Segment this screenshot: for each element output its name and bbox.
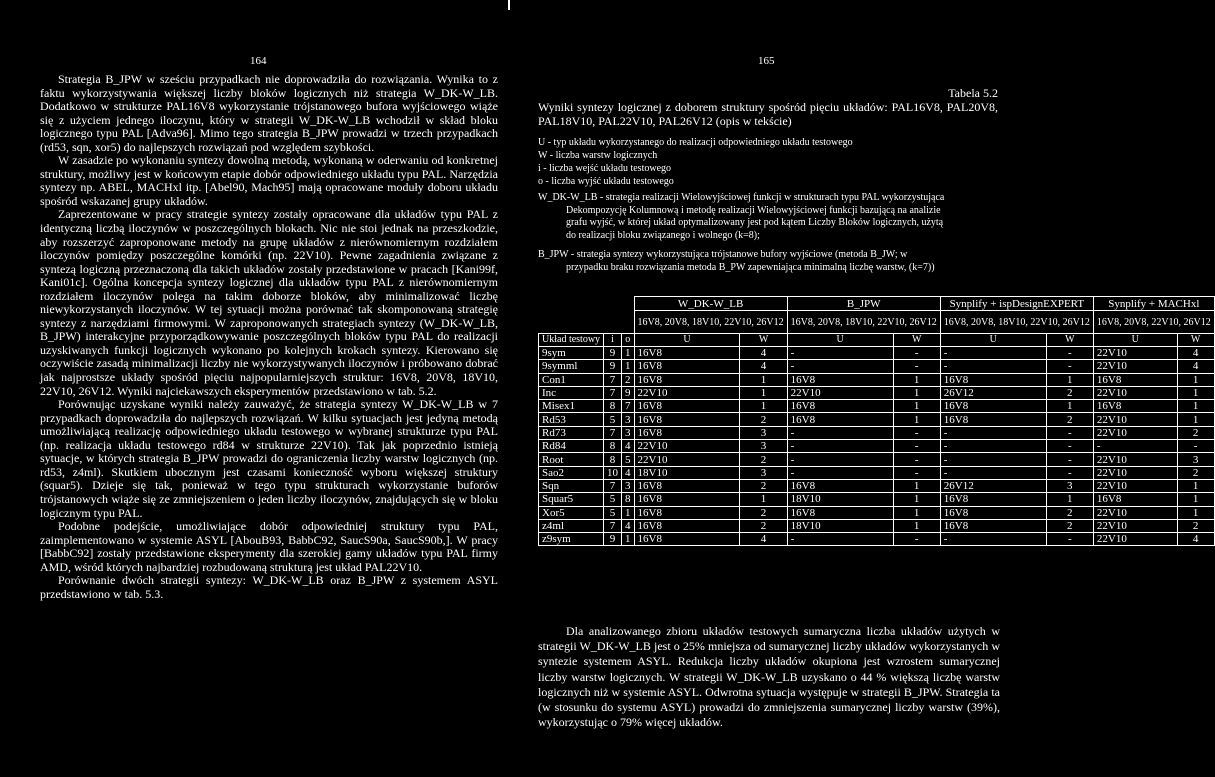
table-caption: Wyniki syntezy logicznej z doborem struktury spośród pięciu układów: PAL16V8, PAL20V8, PAL18V10, PAL22V10, PAL26V12 (opis w tekście) <box>538 100 998 128</box>
table-cell: 1 <box>622 533 635 546</box>
group-header: W_DK-W_LB <box>634 297 787 311</box>
table-cell: 2 <box>1046 519 1093 532</box>
bottom-text <box>538 624 1000 730</box>
table-cell: 22V10 <box>1093 453 1177 466</box>
table-cell: - <box>940 426 1046 439</box>
table-cell: 8 <box>604 453 622 466</box>
table-cell: - <box>893 360 940 373</box>
test-circuit-name: Sao2 <box>539 466 604 479</box>
table-cell: 16V8 <box>1093 400 1177 413</box>
table-cell: - <box>893 347 940 360</box>
table-row <box>539 519 1215 532</box>
table-cell: - <box>940 466 1046 479</box>
table-cell: 2 <box>1177 426 1214 439</box>
table-cell: - <box>1046 360 1093 373</box>
column-header: W <box>1046 334 1093 347</box>
table-cell: - <box>787 453 893 466</box>
page-divider-mark <box>508 0 510 10</box>
table-cell: 3 <box>622 426 635 439</box>
test-circuit-name: Root <box>539 453 604 466</box>
table-cell: 22V10 <box>634 386 740 399</box>
column-header: W <box>1177 334 1214 347</box>
table-cell: 1 <box>622 347 635 360</box>
table-cell: 2 <box>740 479 787 492</box>
table-cell: 1 <box>893 413 940 426</box>
table-cell: 1 <box>1177 479 1214 492</box>
table-cell: 3 <box>740 440 787 453</box>
table-cell: 16V8 <box>634 400 740 413</box>
table-cell: 1 <box>740 373 787 386</box>
group-header: B_JPW <box>787 297 940 311</box>
note-line: W_DK-W_LB - strategia realizacji Wielowyjściowej funkcji w strukturach typu PAL wykorzystująca <box>538 192 945 203</box>
test-circuit-name: Misex1 <box>539 400 604 413</box>
table-number: Tabela 5.2 <box>948 86 998 100</box>
table-cell: 1 <box>1177 386 1214 399</box>
right-page-header <box>538 86 998 274</box>
table-cell: 16V8 <box>1093 373 1177 386</box>
table-cell: 2 <box>622 373 635 386</box>
table-cell: 4 <box>1177 360 1214 373</box>
paragraph: Strategia B_JPW w sześciu przypadkach nie doprowadziła do rozwiązania. Wynika to z faktu wykorzystywania większej liczby bloków logicznych niż strategia W_DK-W_LB. Dodatkowo w strukturze PAL16V8 wykorzystanie trójstanowego bufora wyjściowego wiąże się z użyciem jednego iloczynu, który w strategii W_DK-W_LB wchodził w skład bloku logicznego typu PAL [Adva96]. Mimo tego strategia B_JPW prowadzi w trzech przypadkach (rd53, sqn, xor5) do najlepszych rozwiązań pod względem szybkości. <box>40 72 498 154</box>
test-circuit-name: Xor5 <box>539 506 604 519</box>
column-header-row <box>539 334 1215 347</box>
test-circuit-name: 9sym <box>539 347 604 360</box>
table-cell: 16V8 <box>634 479 740 492</box>
column-header: Układ testowy <box>539 334 604 347</box>
table-cell: 22V10 <box>1093 347 1177 360</box>
test-circuit-name: Squar5 <box>539 493 604 506</box>
table-cell: 8 <box>622 493 635 506</box>
left-page-text <box>40 73 498 601</box>
table-cell: - <box>1046 533 1093 546</box>
table-row <box>539 386 1215 399</box>
table-cell: 16V8 <box>787 506 893 519</box>
table-cell: - <box>940 453 1046 466</box>
test-circuit-name: Rd53 <box>539 413 604 426</box>
paragraph: Zaprezentowane w pracy strategie syntezy zostały opracowane dla układów typu PAL z identyczną liczbą iloczynów w poszczególnych blokach. Nic nie stoi jednak na przeszkodzie, aby rozszerzyć zaproponowane metody na grupę układów z nierównomiernym rozdziałem iloczynów pomiędzy poszczególne komórki (np. 22V10). Pewne zagadnienia związane z syntezą logiczną przeznaczoną dla takich układów zostały przedstawione w pracach [Kani99f, Kani01c]. Ogólna koncepcja syntezy logicznej dla układów typu PAL z nierównomiernym rozdziałem iloczynów polega na takim doborze bloków, aby minimalizować liczbę niewykorzystanych iloczynów. W tej sytuacji można porównać tak skomponowaną strategię syntezy z narzędziami firmowymi. W zaproponowanych strategiach syntezy (W_DK-W_LB, B_JPW) interakcyjne przyporządkowywanie poszczególnych bloków typu PAL do realizacji uzyskiwanych funkcji logicznych wykonano po kolejnych krokach syntezy. Kierowano się oczywiście zasadą minimalizacji liczby nie wykorzystywanych iloczynów i próbowano dobrać jak najprostsze układy spośród pięciu najpopularniejszych struktur: 16V8, 20V8, 18V10, 22V10, 26V12. Wyniki najciekawszych eksperymentów przedstawiono w tab. 5.2. <box>40 207 498 398</box>
table-row <box>539 360 1215 373</box>
table-cell: 1 <box>893 519 940 532</box>
table-cell: - <box>1046 426 1093 439</box>
page-number-left: 164 <box>250 55 267 67</box>
table-cell: 1 <box>893 400 940 413</box>
table-cell: - <box>1093 440 1177 453</box>
table-cell: 1 <box>893 506 940 519</box>
table-cell: 1 <box>1046 373 1093 386</box>
table-cell: 1 <box>1177 493 1214 506</box>
legend-line: i - liczba wejść układu testowego <box>538 163 672 174</box>
table-cell: - <box>787 360 893 373</box>
table-cell: - <box>893 440 940 453</box>
table-legend <box>538 136 998 188</box>
group-structures: 16V8, 20V8, 18V10, 22V10, 26V12 <box>940 311 1093 334</box>
table-cell: 2 <box>1046 386 1093 399</box>
table-cell: 16V8 <box>787 373 893 386</box>
table-cell: - <box>1046 347 1093 360</box>
page-number-right: 165 <box>758 55 775 67</box>
table-row <box>539 506 1215 519</box>
table-cell: 9 <box>604 533 622 546</box>
table-cell: - <box>1046 440 1093 453</box>
table-cell: - <box>1177 440 1214 453</box>
column-header: i <box>604 334 622 347</box>
test-circuit-name: 9symml <box>539 360 604 373</box>
note-line: przypadku braku rozwiązania metoda B_PW zapewniająca minimalną liczbę warstw, (k=7)) <box>566 261 935 273</box>
table-cell: 2 <box>1177 519 1214 532</box>
table-cell: 16V8 <box>940 400 1046 413</box>
table-cell: 22V10 <box>1093 466 1177 479</box>
group-header: Synplify + ispDesignEXPERT <box>940 297 1093 311</box>
table-cell: - <box>893 466 940 479</box>
legend-line: W - liczba warstw logicznych <box>538 150 658 161</box>
test-circuit-name: Rd73 <box>539 426 604 439</box>
table-cell: - <box>940 440 1046 453</box>
table-cell: 22V10 <box>1093 506 1177 519</box>
paragraph: W zasadzie po wykonaniu syntezy dowolną metodą, wykonaną w oderwaniu od konkretnej struktury, możliwy jest w końcowym etapie dobór odpowiedniego układu typu PAL. Narzędzia syntezy np. ABEL, MACHxl itp. [Abel90, Mach95] mają opracowane moduły doboru układu spośród wskazanej grupy układów. <box>40 153 498 208</box>
table-body <box>539 347 1215 546</box>
table-cell: 26V12 <box>940 386 1046 399</box>
table-cell: 16V8 <box>634 413 740 426</box>
table-row <box>539 453 1215 466</box>
table-cell: 1 <box>1177 506 1214 519</box>
table-cell: 16V8 <box>634 506 740 519</box>
table-cell: 1 <box>1177 373 1214 386</box>
table-cell: 5 <box>622 453 635 466</box>
table-cell: 9 <box>622 386 635 399</box>
table-cell: 16V8 <box>940 413 1046 426</box>
table-cell: 16V8 <box>634 347 740 360</box>
table-cell: 3 <box>740 466 787 479</box>
table-cell: 26V12 <box>940 479 1046 492</box>
table-cell: 1 <box>893 386 940 399</box>
table-cell: - <box>787 426 893 439</box>
table-row <box>539 533 1215 546</box>
table-cell: 16V8 <box>940 373 1046 386</box>
table-cell: 3 <box>740 426 787 439</box>
table-cell: 22V10 <box>1093 479 1177 492</box>
table-row <box>539 426 1215 439</box>
table-cell: 4 <box>740 533 787 546</box>
strategy-notes <box>538 192 998 274</box>
table-cell: 22V10 <box>1093 533 1177 546</box>
table-cell: - <box>893 453 940 466</box>
note-line: B_JPW - strategia syntezy wykorzystująca trójstanowe bufory wyjściowe (metoda B_JW; w <box>538 249 908 260</box>
table-cell: 22V10 <box>634 440 740 453</box>
table-cell: 16V8 <box>634 373 740 386</box>
paragraph: Podobne podejście, umożliwiające dobór odpowiedniej struktury typu PAL, zaimplementowano w systemie ASYL [AbouB93, BabbC92, SaucS90a, SaucS90b,]. W pracy [BabbC92] zostały przedstawione eksperymenty dla szerokiej gamy układów typu PAL firmy AMD, wśród których najbardziej rozbudowaną strukturą jest układ PAL22V10. <box>40 519 498 574</box>
table-cell: 1 <box>622 506 635 519</box>
test-circuit-name: z4ml <box>539 519 604 532</box>
table-cell: 4 <box>740 347 787 360</box>
table-cell: 16V8 <box>634 360 740 373</box>
results-table <box>538 296 1215 546</box>
table-cell: 16V8 <box>787 413 893 426</box>
table-cell: 2 <box>740 413 787 426</box>
paragraph: Porównując uzyskane wyniki należy zauważyć, że strategia syntezy W_DK-W_LB w 7 przypadkach doprowadziła do najlepszych rozwiązań. W kilku sytuacjach jest jedyną metodą umożliwiającą realizację odpowiedniego układu testowego w wybranej strukturze typu PAL (np. realizacja układu testowego rd84 w strukturze 22V10). Tak jak poprzednio istnieją sytuacje, w których strategia B_JPW prowadzi do ograniczenia liczby warstw logicznych (np. rd53, z4ml). Skutkiem ubocznym jest czasami konieczność wyboru większej struktury (squar5). Dzieje się tak, ponieważ w tego typu strukturach wykorzystanie buforów trójstanowych wiąże się ze zmniejszeniem o jeden liczby iloczynów, znajdujących się w bloku logicznym typu PAL. <box>40 397 498 520</box>
table-cell: 7 <box>604 373 622 386</box>
table-cell: 16V8 <box>787 479 893 492</box>
table-cell: 1 <box>1046 400 1093 413</box>
table-cell: 2 <box>740 453 787 466</box>
table-cell: 22V10 <box>1093 360 1177 373</box>
group-header: Synplify + MACHxl <box>1093 297 1214 311</box>
table-cell: - <box>1046 453 1093 466</box>
table-row <box>539 400 1215 413</box>
test-circuit-name: Inc <box>539 386 604 399</box>
table-cell: - <box>787 347 893 360</box>
column-header: U <box>940 334 1046 347</box>
table-cell: 4 <box>740 360 787 373</box>
table-cell: 5 <box>604 493 622 506</box>
test-circuit-name: z9sym <box>539 533 604 546</box>
table-cell: 5 <box>604 413 622 426</box>
table-cell: 22V10 <box>1093 413 1177 426</box>
group-structures: 16V8, 20V8, 18V10, 22V10, 26V12 <box>634 311 787 334</box>
table-cell: 3 <box>622 479 635 492</box>
group-structures: 16V8, 20V8, 22V10, 26V12 <box>1093 311 1214 334</box>
table-cell: 22V10 <box>1093 386 1177 399</box>
table-cell: - <box>787 533 893 546</box>
legend-line: U - typ układu wykorzystanego do realizacji odpowiedniego układu testowego <box>538 137 853 148</box>
column-header: U <box>1093 334 1177 347</box>
table-cell: 1 <box>740 400 787 413</box>
table-cell: 16V8 <box>1093 493 1177 506</box>
table-cell: - <box>787 440 893 453</box>
table-cell: 7 <box>604 386 622 399</box>
table-cell: 22V10 <box>1093 519 1177 532</box>
table-cell: 16V8 <box>634 493 740 506</box>
table-cell: 1 <box>622 360 635 373</box>
paragraph: Dla analizowanego zbioru układów testowych sumaryczna liczba układów użytych w strategii W_DK-W_LB jest o 25% mniejsza od sumarycznej liczby układów wykorzystanych w syntezie systemem ASYL. Redukcja liczby układów okupiona jest wzrostem sumarycznej liczby warstw logicznych. W strategii W_DK-W_LB uzyskano o 44 % większą liczbę warstw logicznych niż w systemie ASYL. Odwrotna sytuacja występuje w strategii B_JPW. Strategia ta (w stosunku do systemu ASYL) prowadzi do zmniejszenia sumarycznej liczby warstw (39%), wykorzystując o 79% więcej układów. <box>538 624 1000 730</box>
table-cell: 22V10 <box>787 386 893 399</box>
table-row <box>539 493 1215 506</box>
table-cell: - <box>940 347 1046 360</box>
table-cell: 9 <box>604 347 622 360</box>
table-cell: 9 <box>604 360 622 373</box>
table-cell: 16V8 <box>787 400 893 413</box>
table-cell: 18V10 <box>787 519 893 532</box>
table-cell: 7 <box>604 519 622 532</box>
table-cell: 1 <box>1177 400 1214 413</box>
test-circuit-name: Rd84 <box>539 440 604 453</box>
table-cell: - <box>940 360 1046 373</box>
table-cell: 16V8 <box>940 506 1046 519</box>
column-header: W <box>740 334 787 347</box>
table-cell: - <box>893 426 940 439</box>
table-cell: 4 <box>1177 347 1214 360</box>
group-structures: 16V8, 20V8, 18V10, 22V10, 26V12 <box>787 311 940 334</box>
legend-line: o - liczba wyjść układu testowego <box>538 176 674 187</box>
table-cell: 1 <box>1177 413 1214 426</box>
table-cell: 3 <box>1177 453 1214 466</box>
table-cell: 16V8 <box>940 519 1046 532</box>
table-cell: 16V8 <box>634 519 740 532</box>
table-cell: 16V8 <box>940 493 1046 506</box>
table-cell: 1 <box>740 386 787 399</box>
table-cell: 1 <box>740 493 787 506</box>
column-header: o <box>622 334 635 347</box>
table-cell: - <box>893 533 940 546</box>
table-cell: 4 <box>622 519 635 532</box>
paragraph: Porównanie dwóch strategii syntezy: W_DK-W_LB oraz B_JPW z systemem ASYL przedstawiono w tab. 5.3. <box>40 573 498 601</box>
table-cell: 8 <box>604 400 622 413</box>
table-cell: 7 <box>622 400 635 413</box>
note-line: do realizacji bloku związanego i wolnego (k=8); <box>566 229 760 241</box>
test-circuit-name: Sqn <box>539 479 604 492</box>
table-cell: 16V8 <box>634 426 740 439</box>
note-line: grafu wyjść, w której układ optymalizowany jest pod kątem Liczby Bloków logicznych, użytą <box>566 217 944 228</box>
table-cell: 1 <box>893 373 940 386</box>
note-line: Dekompozycję Kolumnową i metodę realizacji Wielowyjściowej funkcji bazującą na analizie <box>566 204 941 216</box>
table-row <box>539 479 1215 492</box>
table-cell: 1 <box>893 493 940 506</box>
table-cell: 2 <box>740 506 787 519</box>
table-cell: 5 <box>604 506 622 519</box>
table-row <box>539 413 1215 426</box>
table-cell: 18V10 <box>787 493 893 506</box>
table-cell: 2 <box>1177 466 1214 479</box>
test-circuit-name: Con1 <box>539 373 604 386</box>
table-cell: 4 <box>1177 533 1214 546</box>
table-cell: 8 <box>604 440 622 453</box>
column-header: W <box>893 334 940 347</box>
table-cell: 10 <box>604 466 622 479</box>
table-cell: - <box>1046 466 1093 479</box>
results-table-wrapper <box>538 296 1215 546</box>
table-cell: 1 <box>1046 493 1093 506</box>
table-cell: 2 <box>1046 413 1093 426</box>
table-cell: 7 <box>604 479 622 492</box>
table-cell: 7 <box>604 426 622 439</box>
column-header: U <box>787 334 893 347</box>
table-cell: 16V8 <box>634 533 740 546</box>
table-cell: - <box>940 533 1046 546</box>
table-cell: 22V10 <box>634 453 740 466</box>
table-cell: 22V10 <box>1093 426 1177 439</box>
table-row <box>539 373 1215 386</box>
table-cell: 2 <box>740 519 787 532</box>
table-cell: 2 <box>1046 506 1093 519</box>
table-cell: 18V10 <box>634 466 740 479</box>
table-row <box>539 347 1215 360</box>
column-header: U <box>634 334 740 347</box>
table-row <box>539 466 1215 479</box>
table-cell: 3 <box>1046 479 1093 492</box>
table-cell: 3 <box>622 413 635 426</box>
table-cell: 1 <box>893 479 940 492</box>
table-cell: - <box>787 466 893 479</box>
table-cell: 4 <box>622 466 635 479</box>
table-cell: 4 <box>622 440 635 453</box>
table-row <box>539 440 1215 453</box>
